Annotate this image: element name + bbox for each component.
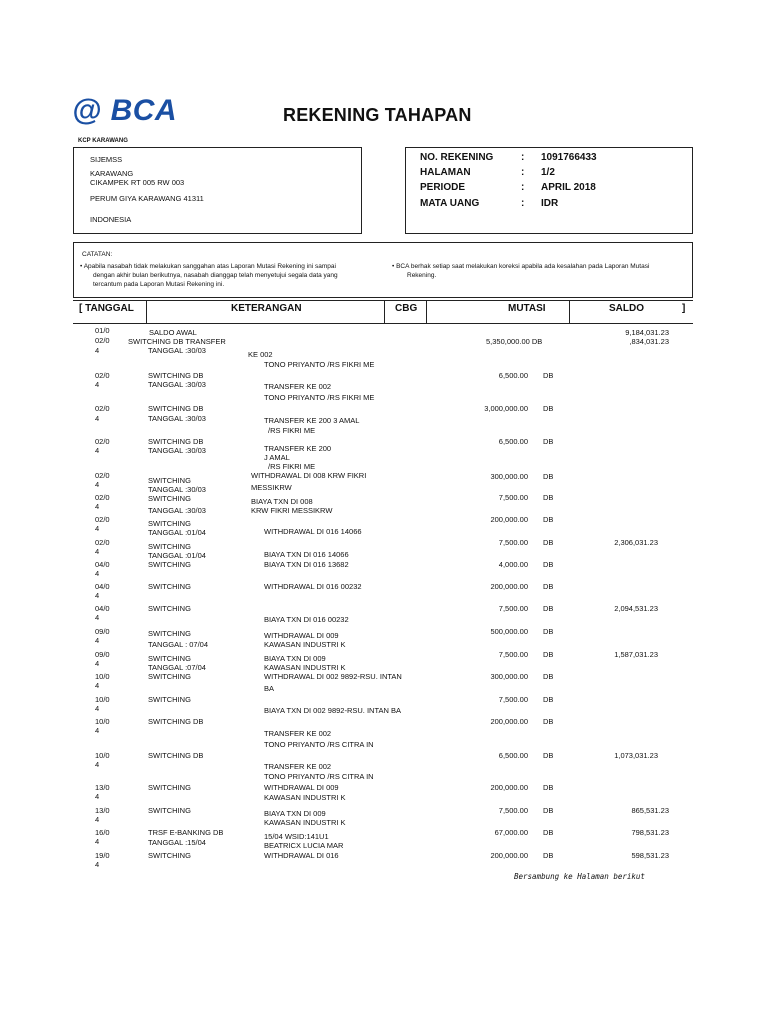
- bca-logo: @ BCA: [72, 94, 178, 127]
- tx-description: TRANSFER KE 200: [264, 444, 332, 453]
- tx-description: TANGGAL :01/04: [148, 551, 206, 560]
- account-label: MATA UANG: [420, 198, 480, 209]
- tx-balance: 9,184,031.23: [625, 328, 669, 337]
- tx-balance: 2,306,031.23: [614, 538, 658, 547]
- tx-description: 15/04 WSID:141U1: [264, 832, 329, 841]
- tx-amount: 5,350,000.00 DB: [486, 337, 543, 346]
- tx-description: SWITCHING: [148, 851, 191, 860]
- tx-type: DB: [543, 604, 554, 613]
- tx-balance: 798,531.23: [631, 828, 669, 837]
- tx-date: 02/0: [95, 371, 110, 380]
- tx-amount: 4,000.00: [498, 560, 528, 569]
- account-label: NO. REKENING: [420, 152, 494, 163]
- tx-amount: 67,000.00: [494, 828, 528, 837]
- tx-description: SWITCHING: [148, 783, 191, 792]
- tx-description: WITHDRAWAL DI 002 9892-RSU. INTAN: [264, 672, 402, 681]
- address-line: INDONESIA: [90, 215, 132, 224]
- tx-date: 02/0: [95, 538, 110, 547]
- tx-description: SWITCHING: [148, 494, 191, 503]
- tx-date: 4: [95, 659, 100, 668]
- tx-description: BIAYA TXN DI 016 14066: [264, 550, 349, 559]
- tx-description: BIAYA TXN DI 016 13682: [264, 560, 349, 569]
- tx-description: KAWASAN INDUSTRI K: [264, 640, 346, 649]
- tx-type: DB: [543, 472, 554, 481]
- tx-amount: 7,500.00: [498, 695, 528, 704]
- col-keterangan: KETERANGAN: [231, 303, 302, 314]
- tx-description: SWITCHING DB: [148, 717, 204, 726]
- branch-name: KCP KARAWANG: [78, 138, 128, 144]
- tx-date: 04/0: [95, 560, 110, 569]
- separator: :: [521, 152, 525, 163]
- tx-description: SWITCHING: [148, 476, 191, 485]
- tx-type: DB: [543, 371, 554, 380]
- tx-description: TANGGAL :30/03: [148, 506, 206, 515]
- tx-amount: 200,000.00: [490, 582, 528, 591]
- tx-description: SWITCHING DB: [148, 404, 204, 413]
- tx-description: SWITCHING: [148, 582, 191, 591]
- tx-date: 02/0: [95, 493, 110, 502]
- account-label: HALAMAN: [420, 167, 471, 178]
- tx-description: SWITCHING: [148, 604, 191, 613]
- col-saldo: SALDO: [609, 303, 644, 314]
- tx-description: SWITCHING DB: [148, 751, 204, 760]
- tx-type: DB: [543, 672, 554, 681]
- account-label: PERIODE: [420, 182, 466, 193]
- tx-description: BEATRICX LUCIA MAR: [264, 841, 344, 850]
- tx-balance: 1,073,031.23: [614, 751, 658, 760]
- tx-date: 4: [95, 591, 100, 600]
- account-value: 1/2: [541, 167, 555, 178]
- tx-description: TANGGAL :01/04: [148, 528, 206, 537]
- tx-description: BIAYA TXN DI 016 00232: [264, 615, 349, 624]
- note-right-line: Rekening.: [407, 272, 437, 279]
- tx-balance: 598,531.23: [631, 851, 669, 860]
- tx-description: TONO PRIYANTO /RS CITRA IN: [264, 740, 374, 749]
- tx-amount: 7,500.00: [498, 604, 528, 613]
- tx-type: DB: [543, 851, 554, 860]
- tx-amount: 200,000.00: [490, 515, 528, 524]
- tx-date: 10/0: [95, 751, 110, 760]
- tx-date: 4: [95, 726, 100, 735]
- tx-date: 4: [95, 524, 100, 533]
- tx-type: DB: [543, 627, 554, 636]
- tx-description: SWITCHING: [148, 542, 191, 551]
- tx-description: BA: [264, 684, 275, 693]
- tx-description: KAWASAN INDUSTRI K: [264, 793, 346, 802]
- tx-amount: 7,500.00: [498, 493, 528, 502]
- tx-description: TONO PRIYANTO /RS FIKRI ME: [264, 393, 375, 402]
- tx-description: TRANSFER KE 002: [264, 729, 332, 738]
- tx-description: KE 002: [248, 350, 273, 359]
- notes-heading: CATATAN:: [82, 251, 113, 258]
- tx-date: 4: [95, 569, 100, 578]
- column-divider: [569, 301, 570, 323]
- account-info-box: [405, 147, 693, 234]
- tx-date: 4: [95, 860, 100, 869]
- tx-date: 10/0: [95, 695, 110, 704]
- tx-date: 4: [95, 613, 100, 622]
- tx-amount: 6,500.00: [498, 437, 528, 446]
- tx-date: 4: [95, 380, 100, 389]
- tx-date: 02/0: [95, 437, 110, 446]
- address-line: KARAWANG: [90, 169, 134, 178]
- tx-amount: 300,000.00: [490, 472, 528, 481]
- tx-amount: 200,000.00: [490, 851, 528, 860]
- tx-description: TANGGAL :15/04: [148, 838, 206, 847]
- tx-date: 4: [95, 815, 100, 824]
- tx-date: 4: [95, 414, 100, 423]
- tx-type: DB: [543, 717, 554, 726]
- tx-description: SWITCHING DB: [148, 437, 204, 446]
- tx-description: /RS FIKRI ME: [268, 426, 316, 435]
- tx-date: 4: [95, 547, 100, 556]
- tx-description: J AMAL: [264, 453, 290, 462]
- tx-type: DB: [543, 437, 554, 446]
- continued-note: Bersambung ke Halaman berikut: [514, 872, 645, 881]
- tx-description: KRW FIKRI MESSIKRW: [251, 506, 333, 515]
- tx-description: TANGGAL :30/03: [148, 380, 206, 389]
- tx-amount: 200,000.00: [490, 717, 528, 726]
- tx-description: BIAYA TXN DI 008: [251, 497, 313, 506]
- tx-date: 4: [95, 502, 100, 511]
- tx-balance: ,834,031.23: [629, 337, 669, 346]
- tx-date: 4: [95, 346, 100, 355]
- tx-date: 4: [95, 760, 100, 769]
- separator: :: [521, 167, 525, 178]
- tx-description: TRANSFER KE 002: [264, 762, 332, 771]
- tx-description: SWITCHING: [148, 672, 191, 681]
- tx-description: WITHDRAWAL DI 016 14066: [264, 527, 362, 536]
- tx-description: TANGGAL : 07/04: [148, 640, 209, 649]
- tx-description: TANGGAL :07/04: [148, 663, 206, 672]
- tx-date: 4: [95, 681, 100, 690]
- tx-amount: 300,000.00: [490, 672, 528, 681]
- tx-description: KAWASAN INDUSTRI K: [264, 663, 346, 672]
- tx-description: WITHDRAWAL DI 016 00232: [264, 582, 362, 591]
- tx-date: 13/0: [95, 783, 110, 792]
- tx-date: 4: [95, 792, 100, 801]
- tx-date: 02/0: [95, 336, 110, 345]
- tx-date: 02/0: [95, 404, 110, 413]
- tx-date: 02/0: [95, 471, 110, 480]
- tx-date: 02/0: [95, 515, 110, 524]
- account-value: IDR: [541, 198, 559, 209]
- tx-type: DB: [543, 806, 554, 815]
- tx-description: SWITCHING: [148, 695, 191, 704]
- tx-type: DB: [543, 751, 554, 760]
- tx-description: SALDO AWAL: [149, 328, 197, 337]
- tx-date: 10/0: [95, 672, 110, 681]
- tx-description: SWITCHING: [148, 519, 191, 528]
- separator: :: [521, 182, 525, 193]
- tx-description: SWITCHING: [148, 629, 191, 638]
- tx-amount: 200,000.00: [490, 783, 528, 792]
- tx-description: BIAYA TXN DI 002 9892-RSU. INTAN BA: [264, 706, 401, 715]
- tx-amount: 7,500.00: [498, 806, 528, 815]
- separator: :: [521, 198, 525, 209]
- tx-description: TRSF E-BANKING DB: [148, 828, 224, 837]
- tx-amount: 7,500.00: [498, 650, 528, 659]
- tx-description: WITHDRAWAL DI 009: [264, 631, 339, 640]
- col-cbg: CBG: [395, 303, 418, 314]
- tx-date: 4: [95, 480, 100, 489]
- tx-description: TANGGAL :30/03: [148, 414, 206, 423]
- tx-description: KAWASAN INDUSTRI K: [264, 818, 346, 827]
- tx-balance: 1,587,031.23: [614, 650, 658, 659]
- document-title: REKENING TAHAPAN: [283, 105, 472, 125]
- tx-type: DB: [543, 404, 554, 413]
- tx-type: DB: [543, 695, 554, 704]
- tx-description: TANGGAL :30/03: [148, 346, 206, 355]
- tx-date: 04/0: [95, 604, 110, 613]
- tx-balance: 2,094,531.23: [614, 604, 658, 613]
- tx-date: 4: [95, 837, 100, 846]
- tx-description: TONO PRIYANTO /RS CITRA IN: [264, 772, 374, 781]
- tx-amount: 6,500.00: [498, 751, 528, 760]
- note-left-line: tercantum pada Laporan Mutasi Rekening ini.: [93, 281, 225, 288]
- note-right-line: • BCA berhak setiap saat melakukan koreksi apabila ada kesalahan pada Laporan Mutasi: [392, 263, 650, 270]
- table-header: [73, 300, 693, 324]
- tx-type: DB: [543, 493, 554, 502]
- tx-description: /RS FIKRI ME: [268, 462, 316, 471]
- tx-description: WITHDRAWAL DI 008 KRW FIKRI: [251, 471, 367, 480]
- tx-date: 09/0: [95, 627, 110, 636]
- column-divider: [384, 301, 385, 323]
- notes-box: [73, 242, 693, 298]
- tx-description: TANGGAL :30/03: [148, 485, 206, 494]
- tx-date: 16/0: [95, 828, 110, 837]
- tx-date: 4: [95, 704, 100, 713]
- customer-address-box: [73, 147, 362, 234]
- tx-type: DB: [543, 650, 554, 659]
- tx-description: WITHDRAWAL DI 009: [264, 783, 339, 792]
- tx-type: DB: [543, 582, 554, 591]
- tx-date: 04/0: [95, 582, 110, 591]
- tx-amount: 500,000.00: [490, 627, 528, 636]
- tx-date: 13/0: [95, 806, 110, 815]
- note-left-line: • Apabila nasabah tidak melakukan sanggahan atas Laporan Mutasi Rekening ini sampai: [80, 263, 336, 270]
- column-divider: [146, 301, 147, 323]
- tx-amount: 6,500.00: [498, 371, 528, 380]
- tx-type: DB: [543, 515, 554, 524]
- customer-name: SIJEMSS: [90, 155, 123, 164]
- col-mutasi: MUTASI: [508, 303, 546, 314]
- tx-description: SWITCHING: [148, 560, 191, 569]
- tx-type: DB: [543, 828, 554, 837]
- tx-description: SWITCHING DB: [148, 371, 204, 380]
- tx-description: TANGGAL :30/03: [148, 446, 206, 455]
- tx-description: BIAYA TXN DI 009: [264, 809, 326, 818]
- tx-type: DB: [543, 560, 554, 569]
- tx-description: MESSIKRW: [251, 483, 292, 492]
- tx-date: 09/0: [95, 650, 110, 659]
- tx-date: 4: [95, 446, 100, 455]
- tx-description: BIAYA TXN DI 009: [264, 654, 326, 663]
- tx-description: SWITCHING: [148, 806, 191, 815]
- tx-amount: 3,000,000.00: [484, 404, 528, 413]
- tx-date: 01/0: [95, 326, 110, 335]
- account-value: 1091766433: [541, 152, 597, 163]
- col-tanggal: [ TANGGAL: [79, 303, 134, 314]
- tx-description: SWITCHING DB TRANSFER: [128, 337, 226, 346]
- address-line: PERUM GIYA KARAWANG 41311: [90, 194, 204, 203]
- tx-date: 4: [95, 636, 100, 645]
- tx-balance: 865,531.23: [631, 806, 669, 815]
- tx-date: 10/0: [95, 717, 110, 726]
- header-bracket: ]: [682, 303, 686, 314]
- column-divider: [426, 301, 427, 323]
- tx-type: DB: [543, 783, 554, 792]
- tx-description: TRANSFER KE 200 3 AMAL: [264, 416, 360, 425]
- tx-type: DB: [543, 538, 554, 547]
- account-value: APRIL 2018: [541, 182, 596, 193]
- tx-description: SWITCHING: [148, 654, 191, 663]
- tx-description: TRANSFER KE 002: [264, 382, 332, 391]
- tx-description: WITHDRAWAL DI 016: [264, 851, 339, 860]
- note-left-line: dengan akhir bulan berikutnya, nasabah dianggap telah menyetujui segala data yang: [93, 272, 338, 279]
- tx-amount: 7,500.00: [498, 538, 528, 547]
- address-line: CIKAMPEK RT 005 RW 003: [90, 178, 185, 187]
- tx-description: TONO PRIYANTO /RS FIKRI ME: [264, 360, 375, 369]
- tx-date: 19/0: [95, 851, 110, 860]
